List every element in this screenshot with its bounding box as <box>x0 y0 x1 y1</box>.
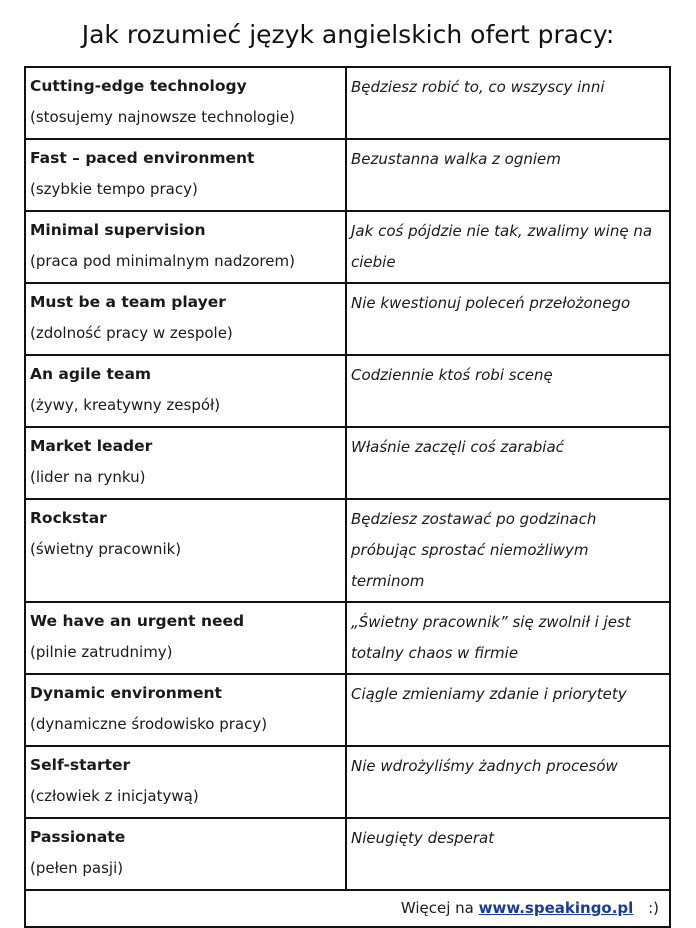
term-cell <box>25 674 346 746</box>
meaning-cell: Nieugięty desperat <box>346 818 670 890</box>
table-row <box>25 67 670 139</box>
term-cell <box>25 427 346 499</box>
english-term: Fast – paced environment <box>30 149 255 167</box>
term-cell <box>25 602 346 674</box>
table-row <box>25 818 670 890</box>
polish-translation: (żywy, kreatywny zespół) <box>30 396 221 414</box>
footer-smiley: :) <box>648 899 659 917</box>
english-term: Self-starter <box>30 756 131 774</box>
english-term: Rockstar <box>30 509 107 527</box>
term-cell <box>25 355 346 427</box>
polish-translation: (człowiek z inicjatywą) <box>30 787 199 805</box>
polish-translation: (pełen pasji) <box>30 859 124 877</box>
table-row <box>25 283 670 355</box>
meaning-cell: Będziesz zostawać po godzinach próbując sprostać niemożliwym terminom <box>346 499 670 602</box>
meaning-cell: Codziennie ktoś robi scenę <box>346 355 670 427</box>
term-cell <box>25 139 346 211</box>
page-title: Jak rozumieć język angielskich ofert pracy: <box>81 20 615 49</box>
table-row <box>25 746 670 818</box>
job-phrases-table <box>24 66 671 928</box>
table-row <box>25 139 670 211</box>
polish-translation: (lider na rynku) <box>30 468 146 486</box>
english-term: We have an urgent need <box>30 612 245 630</box>
polish-translation: (zdolność pracy w zespole) <box>30 324 233 342</box>
term-cell <box>25 499 346 602</box>
english-term: Market leader <box>30 437 153 455</box>
meaning-cell: Ciągle zmieniamy zdanie i priorytety <box>346 674 670 746</box>
table-body <box>25 67 670 890</box>
website-link[interactable]: www.speakingo.pl <box>478 899 634 917</box>
english-term: Must be a team player <box>30 293 226 311</box>
table-row <box>25 602 670 674</box>
polish-translation: (dynamiczne środowisko pracy) <box>30 715 268 733</box>
table-row <box>25 355 670 427</box>
meaning-cell: Właśnie zaczęli coś zarabiać <box>346 427 670 499</box>
english-term: Minimal supervision <box>30 221 206 239</box>
polish-translation: (praca pod minimalnym nadzorem) <box>30 252 295 270</box>
term-cell <box>25 746 346 818</box>
polish-translation: (szybkie tempo pracy) <box>30 180 198 198</box>
term-cell <box>25 283 346 355</box>
footer-row <box>25 890 670 927</box>
footer-prefix: Więcej na <box>400 899 474 917</box>
term-cell <box>25 211 346 283</box>
meaning-cell: Nie wdrożyliśmy żadnych procesów <box>346 746 670 818</box>
english-term: Cutting-edge technology <box>30 77 247 95</box>
table-row <box>25 211 670 283</box>
english-term: An agile team <box>30 365 152 383</box>
meaning-cell: Będziesz robić to, co wszyscy inni <box>346 67 670 139</box>
english-term: Passionate <box>30 828 126 846</box>
footer-cell <box>25 890 670 927</box>
polish-translation: (stosujemy najnowsze technologie) <box>30 108 295 126</box>
term-cell <box>25 818 346 890</box>
table-row <box>25 499 670 602</box>
english-term: Dynamic environment <box>30 684 222 702</box>
meaning-cell: Bezustanna walka z ogniem <box>346 139 670 211</box>
meaning-cell: Nie kwestionuj poleceń przełożonego <box>346 283 670 355</box>
polish-translation: (świetny pracownik) <box>30 540 182 558</box>
meaning-cell: „Świetny pracownik” się zwolnił i jest totalny chaos w firmie <box>346 602 670 674</box>
table-row <box>25 427 670 499</box>
polish-translation: (pilnie zatrudnimy) <box>30 643 173 661</box>
meaning-cell: Jak coś pójdzie nie tak, zwalimy winę na ciebie <box>346 211 670 283</box>
table-row <box>25 674 670 746</box>
term-cell <box>25 67 346 139</box>
